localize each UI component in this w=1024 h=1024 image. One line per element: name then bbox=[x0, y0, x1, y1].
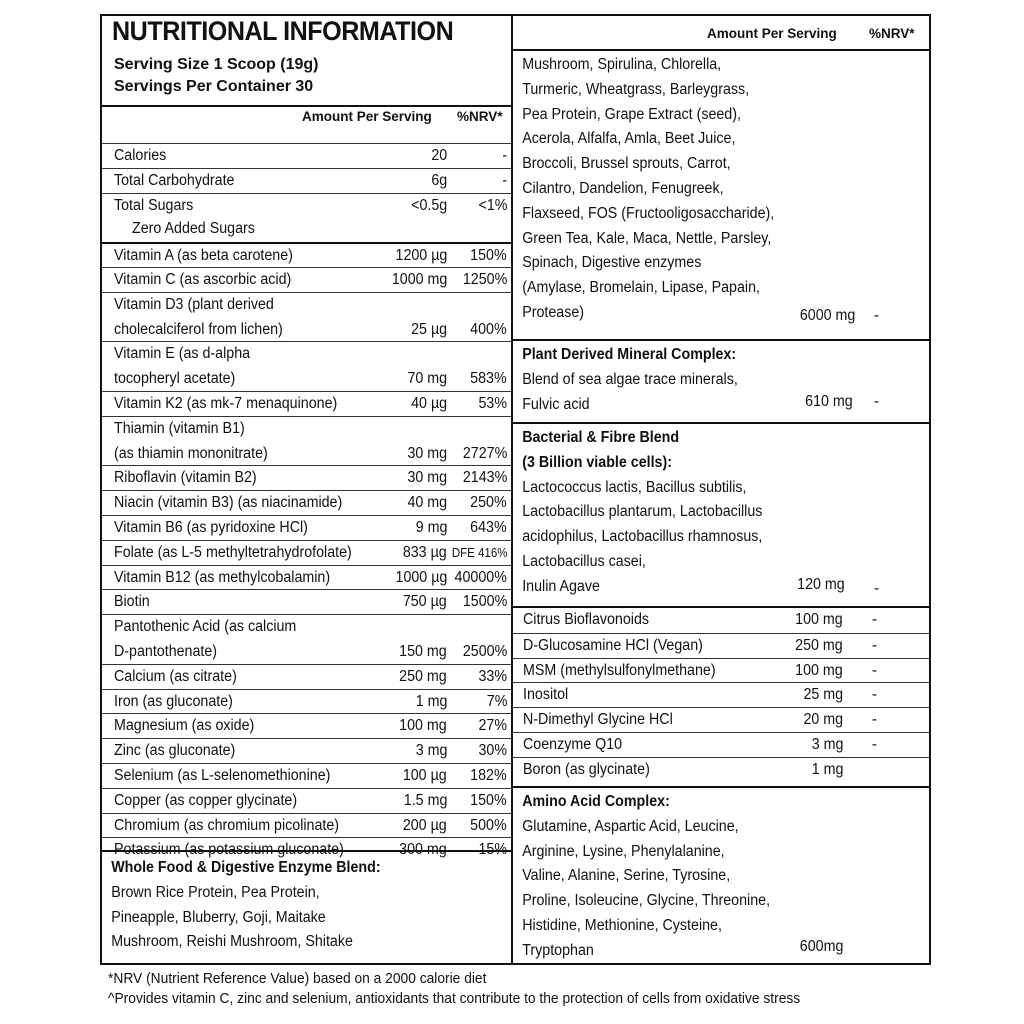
right-header-rule bbox=[513, 49, 929, 51]
enzyme-line: (Amylase, Bromelain, Lipase, Papain, bbox=[522, 279, 760, 297]
whole-food-line: Pineapple, Bluberry, Goji, Maitake bbox=[111, 908, 326, 926]
ingredient-nrv: - bbox=[871, 611, 877, 628]
nutrient-row bbox=[102, 763, 511, 788]
nutrient-nrv: 27% bbox=[478, 717, 507, 735]
bacterial-line: Lactobacillus casei, bbox=[522, 552, 646, 570]
bacterial-fibre-blend bbox=[513, 422, 929, 600]
nutrient-amount: 9 mg bbox=[415, 519, 447, 536]
enzyme-line: Acerola, Alfalfa, Amla, Beet Juice, bbox=[522, 130, 736, 148]
nutrient-nrv: 2143% bbox=[462, 469, 507, 487]
nutrient-row bbox=[102, 168, 511, 193]
nutrient-row bbox=[102, 565, 511, 590]
enzyme-line: Turmeric, Wheatgrass, Barleygrass, bbox=[522, 80, 750, 98]
panel-title: NUTRITIONAL INFORMATION bbox=[112, 16, 454, 46]
nutrient-nrv: - bbox=[502, 171, 507, 189]
enzyme-nrv: - bbox=[873, 307, 879, 324]
mineral-heading: Plant Derived Mineral Complex: bbox=[522, 346, 737, 363]
ingredient-label: Citrus Bioflavonoids bbox=[523, 611, 650, 628]
nutrient-row bbox=[102, 689, 511, 714]
nutrient-nrv: 182% bbox=[470, 767, 507, 784]
ingredient-nrv: - bbox=[871, 661, 877, 679]
mineral-amount: 610 mg bbox=[805, 393, 853, 410]
bacterial-line: Inulin Agave bbox=[522, 577, 600, 595]
nutrient-amount: 100 µg bbox=[403, 767, 447, 784]
bacterial-subheading: (3 Billion viable cells): bbox=[522, 453, 672, 471]
enzyme-line: Spinach, Digestive enzymes bbox=[522, 254, 702, 272]
ingredient-row bbox=[513, 757, 929, 782]
nutrient-label: Zero Added Sugars bbox=[132, 220, 255, 238]
nutrient-amount: 150 mg bbox=[399, 642, 447, 660]
nutrient-row bbox=[102, 391, 511, 416]
nutrient-nrv: 2727% bbox=[462, 444, 507, 462]
enzyme-line: Broccoli, Brussel sprouts, Carrot, bbox=[522, 155, 731, 173]
mineral-line: Fulvic acid bbox=[522, 395, 590, 413]
nutrient-nrv: 1250% bbox=[462, 271, 507, 288]
nutrient-label: Vitamin E (as d-alpha bbox=[114, 345, 251, 363]
nutrient-amount: 1000 µg bbox=[395, 568, 447, 586]
nutrient-nrv: 33% bbox=[478, 667, 507, 685]
nutrient-amount: 25 µg bbox=[411, 320, 447, 338]
nutrient-amount: <0.5g bbox=[410, 196, 447, 214]
nutrient-row bbox=[102, 589, 511, 614]
amino-line: Arginine, Lysine, Phenylalanine, bbox=[522, 842, 725, 860]
ingredient-amount: 20 mg bbox=[803, 711, 843, 729]
nutrient-nrv: 500% bbox=[470, 816, 507, 834]
ingredient-row bbox=[513, 707, 929, 732]
amino-acid-complex bbox=[513, 786, 929, 964]
nutrient-row bbox=[102, 193, 511, 218]
ingredient-label: MSM (methylsulfonylmethane) bbox=[523, 661, 716, 679]
nutrient-row bbox=[102, 738, 511, 763]
nutrient-nrv: 583% bbox=[470, 370, 507, 388]
amount-header: Amount Per Serving bbox=[302, 109, 432, 124]
nutrient-row bbox=[102, 465, 511, 490]
nutrient-nrv: 40000% bbox=[454, 568, 507, 586]
nutrient-label-cont: cholecalciferol from lichen) bbox=[114, 320, 283, 338]
ingredient-label: Boron (as glycinate) bbox=[523, 760, 650, 778]
nutrient-label: Magnesium (as oxide) bbox=[114, 717, 255, 735]
enzyme-line: Flaxseed, FOS (Fructooligosaccharide), bbox=[522, 204, 775, 222]
nutrient-label: Potassium (as potassium gluconate) bbox=[114, 841, 344, 859]
enzyme-blend-continued bbox=[513, 53, 929, 326]
ingredient-amount: 1 mg bbox=[811, 760, 843, 778]
whole-food-line: Mushroom, Reishi Mushroom, Shitake bbox=[111, 933, 353, 951]
nutrient-label: Copper (as copper glycinate) bbox=[114, 791, 298, 809]
ingredient-amount: 100 mg bbox=[795, 661, 843, 679]
nutrient-amount: 100 mg bbox=[399, 717, 447, 735]
nutrient-amount: 1 mg bbox=[415, 692, 447, 710]
nutrient-label: Niacin (vitamin B3) (as niacinamide) bbox=[114, 494, 343, 512]
mineral-nrv: - bbox=[873, 393, 879, 410]
amino-heading: Amino Acid Complex: bbox=[522, 793, 670, 810]
nutrient-row bbox=[102, 713, 511, 738]
nutrient-nrv: 150% bbox=[470, 247, 507, 265]
nutrient-label-cont: (as thiamin mononitrate) bbox=[114, 444, 268, 462]
nutrient-amount: 30 mg bbox=[407, 469, 447, 487]
nutrient-amount: 750 µg bbox=[403, 593, 447, 611]
mineral-line: Blend of sea algae trace minerals, bbox=[522, 370, 738, 388]
nutrient-amount: 1200 µg bbox=[395, 247, 447, 265]
nutrient-amount: 40 µg bbox=[411, 395, 447, 412]
mineral-complex bbox=[513, 339, 929, 417]
nutrient-label: Calories bbox=[114, 147, 167, 164]
nutrient-label: Zinc (as gluconate) bbox=[114, 742, 236, 760]
nutrient-label: Chromium (as chromium picolinate) bbox=[114, 816, 340, 834]
nutrient-row bbox=[102, 217, 511, 242]
nutrient-nrv: 150% bbox=[470, 791, 507, 809]
nutrient-label: Biotin bbox=[114, 593, 150, 611]
nutrient-nrv: DFE 416% bbox=[451, 545, 507, 560]
nutrient-amount: 3 mg bbox=[415, 742, 447, 760]
nutrient-nrv: 7% bbox=[486, 692, 507, 710]
nutrient-amount: 30 mg bbox=[407, 444, 447, 462]
nutrient-nrv: 53% bbox=[478, 395, 507, 412]
nutrient-amount: 833 µg bbox=[403, 543, 447, 561]
nutrient-amount: 40 mg bbox=[407, 494, 447, 512]
amino-amount: 600mg bbox=[799, 938, 843, 955]
nutrient-nrv: 643% bbox=[470, 519, 507, 536]
nutrient-row bbox=[102, 242, 511, 267]
ingredient-nrv: - bbox=[871, 636, 877, 654]
serving-size: Serving Size 1 Scoop (19g) bbox=[114, 56, 319, 73]
nutrient-amount: 70 mg bbox=[407, 370, 447, 388]
nutrition-panel bbox=[100, 14, 931, 965]
nutrient-row bbox=[102, 614, 511, 664]
footnote-antioxidant: ^Provides vitamin C, zinc and selenium, antioxidants that contribute to the protection of cells from oxidative stress bbox=[108, 990, 801, 1007]
nutrient-label: Vitamin A (as beta carotene) bbox=[114, 247, 293, 265]
servings-per-container: Servings Per Container 30 bbox=[114, 78, 314, 95]
ingredient-row bbox=[513, 682, 929, 707]
nutrient-row bbox=[102, 143, 511, 168]
nutrient-row bbox=[102, 341, 511, 391]
ingredient-row bbox=[513, 658, 929, 683]
nutrient-row bbox=[102, 416, 511, 466]
ingredient-label: N-Dimethyl Glycine HCl bbox=[523, 711, 673, 729]
nutrient-amount: 6g bbox=[431, 171, 447, 189]
nutrient-label-cont: D-pantothenate) bbox=[114, 642, 218, 660]
nutrient-label: Total Sugars bbox=[114, 196, 194, 214]
nutrient-row bbox=[102, 813, 511, 838]
enzyme-line: Pea Protein, Grape Extract (seed), bbox=[522, 105, 741, 123]
ingredient-label: Coenzyme Q10 bbox=[523, 736, 623, 753]
nutrient-nrv: 400% bbox=[470, 320, 507, 338]
whole-food-line: Brown Rice Protein, Pea Protein, bbox=[111, 883, 320, 901]
nutrient-row bbox=[102, 540, 511, 565]
enzyme-amount: 6000 mg bbox=[799, 307, 855, 324]
nrv-header: %NRV* bbox=[457, 109, 503, 124]
bacterial-line: acidophilus, Lactobacillus rhamnosus, bbox=[522, 528, 763, 546]
nutrient-label: Vitamin C (as ascorbic acid) bbox=[114, 271, 292, 288]
header-rule bbox=[102, 105, 511, 107]
ingredient-row bbox=[513, 633, 929, 658]
nutrient-amount: 300 mg bbox=[399, 841, 447, 859]
nutrient-label: Thiamin (vitamin B1) bbox=[114, 419, 245, 437]
nutrient-nrv: 2500% bbox=[462, 642, 507, 660]
enzyme-line: Green Tea, Kale, Maca, Nettle, Parsley, bbox=[522, 229, 772, 247]
nutrient-label: Total Carbohydrate bbox=[114, 171, 235, 189]
nutrient-row bbox=[102, 490, 511, 515]
nutrient-nrv: 250% bbox=[470, 494, 507, 512]
enzyme-line: Protease) bbox=[522, 303, 585, 321]
ingredient-amount: 250 mg bbox=[795, 636, 843, 654]
amino-line: Histidine, Methionine, Cysteine, bbox=[522, 916, 722, 934]
ingredient-amount: 25 mg bbox=[803, 686, 843, 704]
ingredient-row bbox=[513, 732, 929, 757]
amino-line: Proline, Isoleucine, Glycine, Threonine, bbox=[522, 892, 771, 910]
nutrient-label: Calcium (as citrate) bbox=[114, 667, 237, 685]
nutrient-label: Selenium (as L-selenomethionine) bbox=[114, 767, 331, 784]
nutrient-label: Vitamin B12 (as methylcobalamin) bbox=[114, 568, 331, 586]
nutrient-nrv: - bbox=[502, 147, 507, 164]
amino-line: Glutamine, Aspartic Acid, Leucine, bbox=[522, 817, 739, 835]
nutrient-label: Vitamin K2 (as mk-7 menaquinone) bbox=[114, 395, 338, 412]
nutrient-nrv: 1500% bbox=[462, 593, 507, 611]
nutrient-row bbox=[102, 664, 511, 689]
enzyme-line: Cilantro, Dandelion, Fenugreek, bbox=[522, 179, 724, 197]
nutrient-row bbox=[102, 292, 511, 342]
ingredient-nrv: - bbox=[871, 686, 877, 704]
nutrient-nrv: 30% bbox=[478, 742, 507, 760]
whole-food-blend bbox=[102, 850, 511, 955]
right-column bbox=[513, 16, 929, 963]
nutrient-row bbox=[102, 267, 511, 292]
nutrient-label: Riboflavin (vitamin B2) bbox=[114, 469, 257, 487]
nutrient-label-cont: tocopheryl acetate) bbox=[114, 370, 236, 388]
nutrient-amount: 20 bbox=[431, 147, 447, 164]
nutrient-amount: 1.5 mg bbox=[403, 791, 447, 809]
nutrient-row bbox=[102, 515, 511, 540]
ingredient-amount: 100 mg bbox=[795, 611, 843, 628]
nutrient-amount: 1000 mg bbox=[391, 271, 447, 288]
bacterial-amount: 120 mg bbox=[797, 576, 845, 593]
whole-food-heading: Whole Food & Digestive Enzyme Blend: bbox=[111, 859, 381, 876]
nutrient-label: Vitamin B6 (as pyridoxine HCl) bbox=[114, 519, 308, 536]
ingredient-label: D-Glucosamine HCl (Vegan) bbox=[523, 636, 703, 654]
ingredient-amount: 3 mg bbox=[811, 736, 843, 753]
bacterial-nrv: - bbox=[873, 580, 879, 597]
ingredient-nrv: - bbox=[871, 711, 877, 729]
nutrient-label: Iron (as gluconate) bbox=[114, 692, 233, 710]
nutrient-label: Pantothenic Acid (as calcium bbox=[114, 618, 297, 636]
nutrient-row bbox=[102, 788, 511, 813]
right-amount-header: Amount Per Serving bbox=[707, 26, 837, 41]
bacterial-heading: Bacterial & Fibre Blend bbox=[522, 429, 680, 446]
enzyme-line: Mushroom, Spirulina, Chlorella, bbox=[522, 56, 722, 73]
bacterial-line: Lactococcus lactis, Bacillus subtilis, bbox=[522, 478, 747, 496]
left-column bbox=[102, 16, 511, 963]
right-nrv-header: %NRV* bbox=[869, 26, 915, 41]
nutrient-amount: 200 µg bbox=[403, 816, 447, 834]
amino-line: Valine, Alanine, Serine, Tyrosine, bbox=[522, 867, 731, 885]
nutrient-label: Folate (as L-5 methyltetrahydrofolate) bbox=[114, 543, 352, 561]
footnote-nrv: *NRV (Nutrient Reference Value) based on a 2000 calorie diet bbox=[108, 970, 487, 987]
ingredient-nrv: - bbox=[871, 736, 877, 753]
amino-line: Tryptophan bbox=[522, 941, 594, 959]
nutrient-nrv: 15% bbox=[478, 841, 507, 859]
ingredient-row bbox=[513, 608, 929, 633]
nutrient-nrv: <1% bbox=[478, 196, 507, 214]
ingredient-label: Inositol bbox=[523, 686, 569, 704]
bacterial-line: Lactobacillus plantarum, Lactobacillus bbox=[522, 503, 763, 521]
nutrient-label: Vitamin D3 (plant derived bbox=[114, 295, 274, 313]
nutrient-amount: 250 mg bbox=[399, 667, 447, 685]
